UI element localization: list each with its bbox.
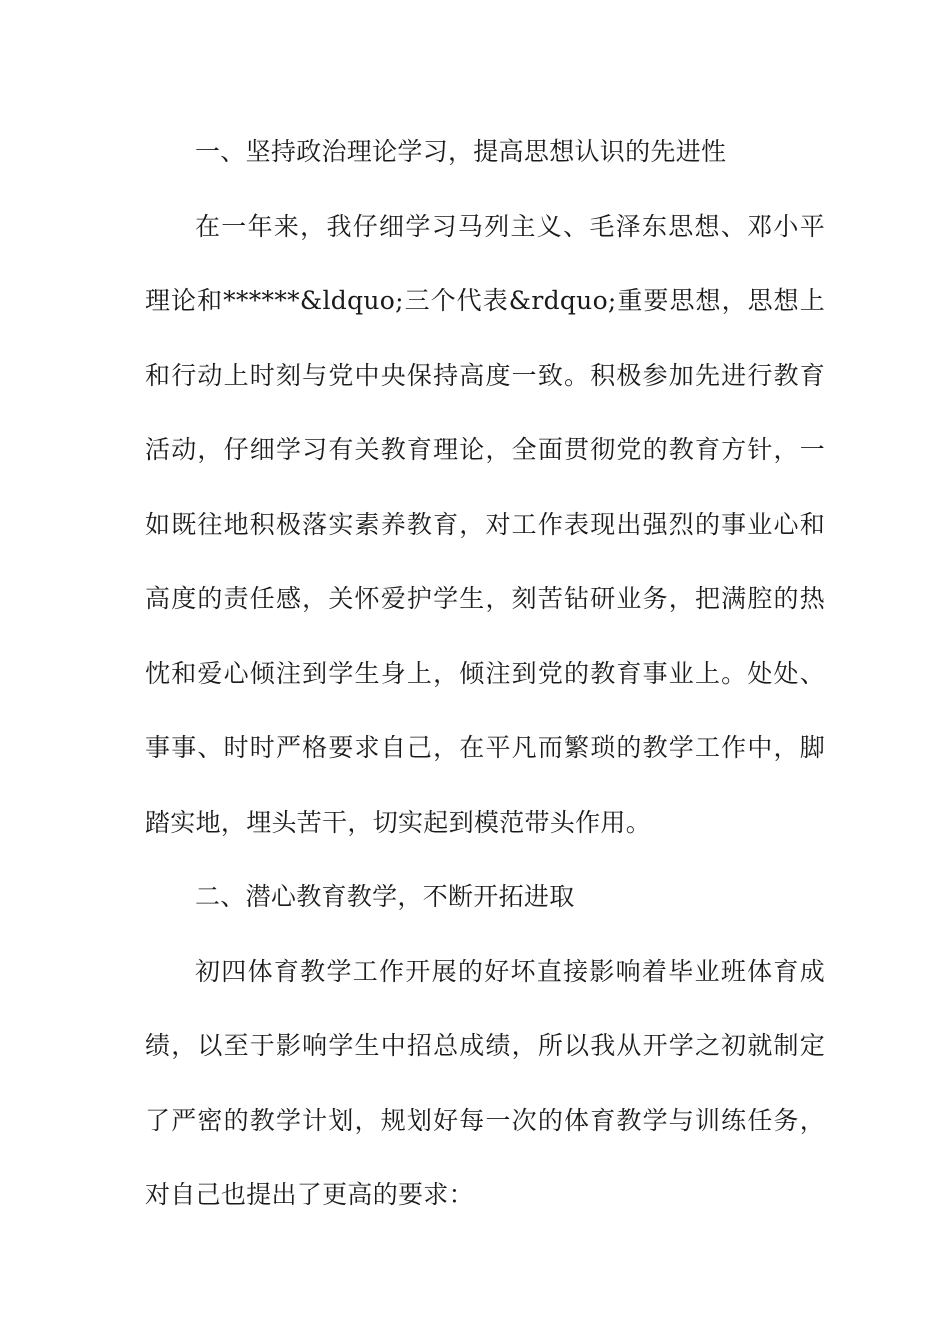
section-1-heading: 一、坚持政治理论学习，提高思想认识的先进性 <box>195 137 727 166</box>
section-2-heading: 二、潜心教育教学，不断开拓进取 <box>195 882 575 911</box>
section-2-paragraph: 初四体育教学工作开展的好坏直接影响着毕业班体育成绩，以至于影响学生中招总成绩，所以我从开学之初就制定了严密的教学计划，规划好每一次的体育教学与训练任务，对自己也提出了更高的要求： <box>145 956 825 1209</box>
document-body <box>145 115 825 1233</box>
section-1-paragraph: 在一年来，我仔细学习马列主义、毛泽东思想、邓小平理论和******&ldquo;三个代表&rdquo;重要思想，思想上和行动上时刻与党中央保持高度一致。积极参加先进行教育活动，仔细学习有关教育理论，全面贯彻党的教育方针，一如既往地积极落实素养教育，对工作表现出强烈的事业心和高度的责任感，关怀爱护学生，刻苦钻研业务，把满腔的热忱和爱心倾注到学生身上，倾注到党的教育事业上。处处、事事、时时严格要求自己，在平凡而繁琐的教学工作中，脚踏实地，埋头苦干，切实起到模范带头作用。 <box>145 211 825 837</box>
